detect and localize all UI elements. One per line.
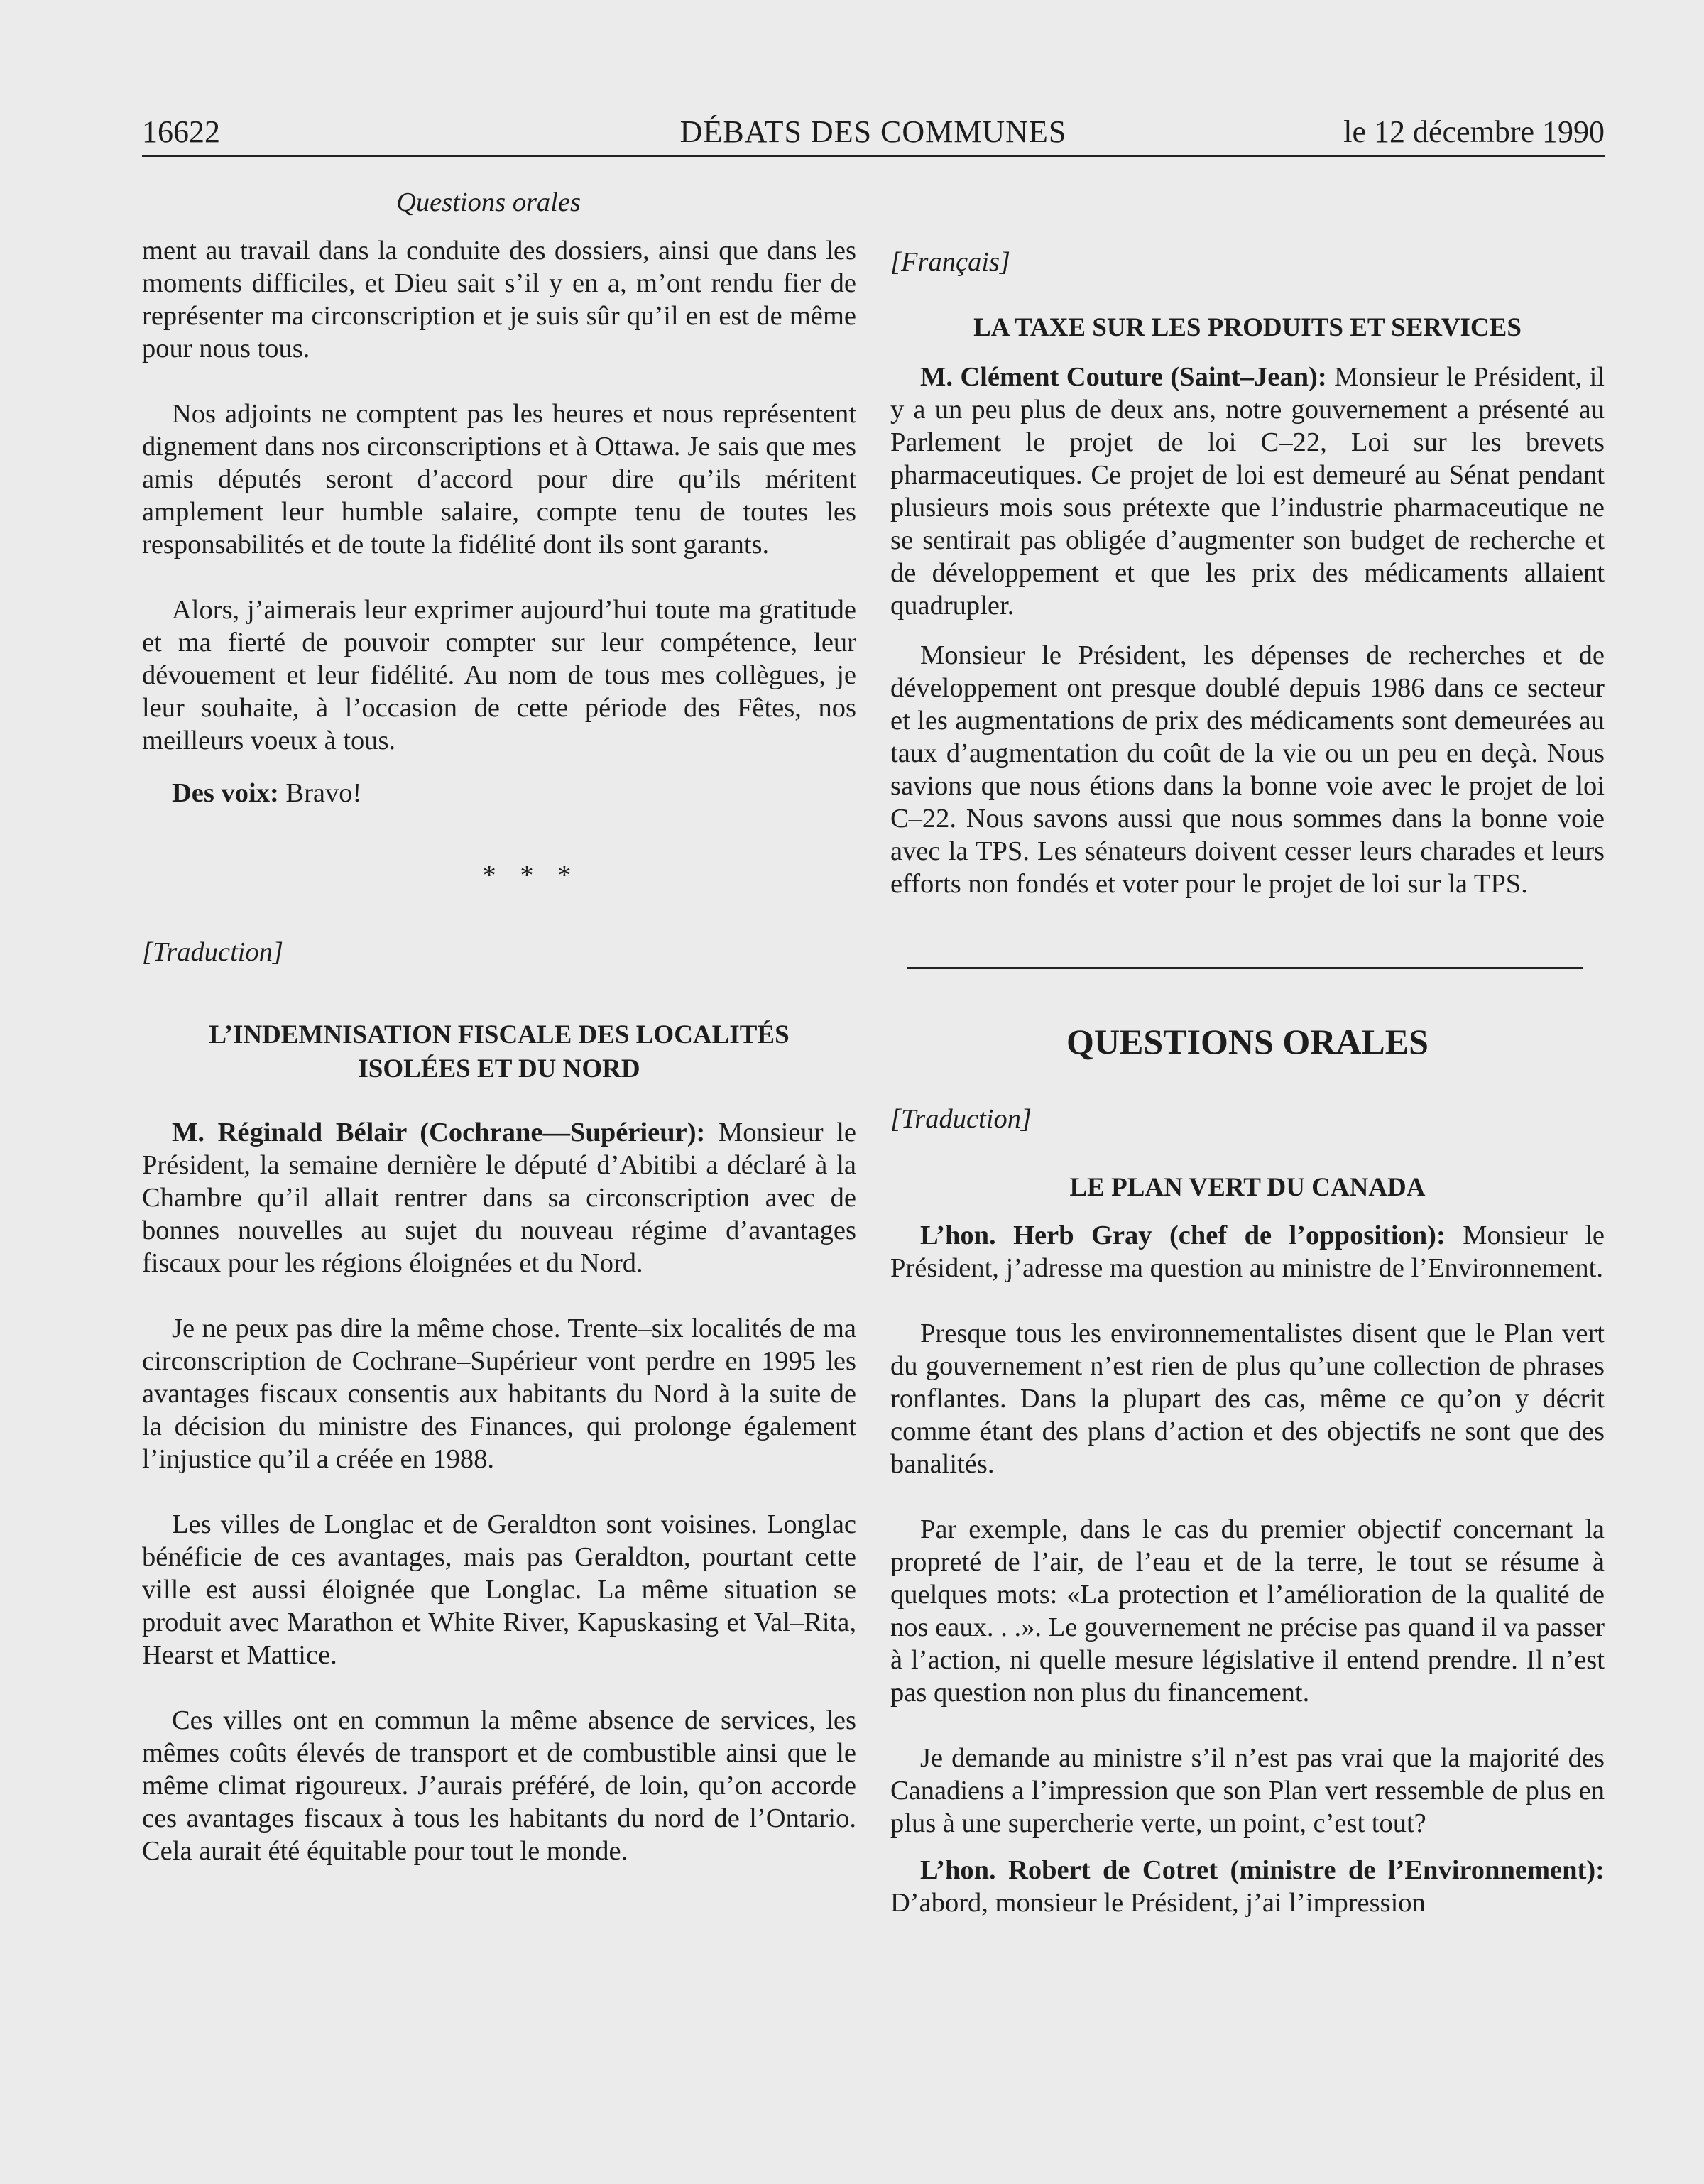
- translation-tag: [Traduction]: [142, 937, 283, 967]
- paragraph: Presque tous les environnementalistes disent que le Plan vert du gouvernement n’est rien de plus qu’une collection de phrases ronflantes. Dans la plupart des cas, même ce qu’on y décrit comme étant des plans d’action et des objectifs ne sont que des banalités.: [890, 1318, 1605, 1479]
- paragraph: Ces villes ont en commun la même absence de services, les mêmes coûts élevés de transport et de combustible ainsi que le même climat rigoureux. J’aurais préféré, de loin, qu’on accorde ces avantages fiscaux à tous les habitants du nord de l’Ontario. Cela aurait été équitable pour tout le monde.: [142, 1705, 856, 1866]
- publication-title: DÉBATS DES COMMUNES: [679, 114, 1067, 149]
- section-title: QUESTIONS ORALES: [1066, 1022, 1429, 1061]
- heading-line: L’INDEMNISATION FISCALE DES LOCALITÉS: [209, 1020, 790, 1049]
- speech-paragraph: [890, 1854, 1605, 1919]
- language-tag: [Français]: [890, 247, 1010, 277]
- section-rule: [907, 967, 1583, 969]
- voices-paragraph: [142, 777, 856, 809]
- paragraph: Alors, j’aimerais leur exprimer aujourd’hui toute ma gratitude et ma fierté de pouvoir compter sur leur compétence, leur dévouement et leur fidélité. Au nom de tous mes collègues, je leur souhaite, à l’occasion de cette période des Fêtes, nos meilleurs voeux à tous.: [142, 595, 856, 755]
- speaker-name: M. Clément Couture (Saint–Jean):: [920, 362, 1327, 392]
- speaker-name: M. Réginald Bélair (Cochrane—Supérieur):: [172, 1118, 706, 1147]
- paragraph: Je demande au ministre s’il n’est pas vrai que la majorité des Canadiens a l’impression que son Plan vert ressemble de plus en plus à une supercherie verte, un point, c’est tout?: [890, 1743, 1605, 1838]
- publication-date: le 12 décembre 1990: [1343, 114, 1605, 149]
- heading-line: ISOLÉES ET DU NORD: [358, 1054, 640, 1083]
- paragraph: Monsieur le Président, les dépenses de recherches et de développement ont presque doublé depuis 1986 dans ce secteur et les augmentations de prix des médicaments sont demeurées au taux d’augmentation du coût de la vie ou un peu en deçà. Nous savions que nous étions dans la bonne voie avec le projet de loi C–22. Nous savons aussi que nous sommes dans la bonne voie avec la TPS. Les sénateurs doivent cesser leurs charades et leurs efforts non fondés et voter pour le projet de loi sur la TPS.: [890, 640, 1605, 899]
- section-separator: * * *: [482, 861, 580, 890]
- speech-text: D’abord, monsieur le Président, j’ai l’impression: [890, 1888, 1426, 1918]
- speaker-name: Des voix:: [172, 778, 279, 808]
- speech-text: Monsieur le Président, j’adresse ma question au ministre de l’Environnement.: [890, 1221, 1605, 1283]
- paragraph: Nos adjoints ne comptent pas les heures et nous représentent dignement dans nos circonscriptions et à Ottawa. Je sais que mes amis députés seront d’accord pour dire qu’ils méritent amplement leur humble salaire, compte tenu de toutes les responsabilités et de toute la fidélité dont ils sont garants.: [142, 399, 856, 559]
- paragraph: Par exemple, dans le cas du premier objectif concernant la propreté de l’air, de l’eau et de la terre, le tout se résume à quelques mots: «La protection et l’amélioration de la qualité de nos eaux. . .». Le gouvernement ne précise pas quand il va passer à l’action, ni quelle mesure législative il entend prendre. Il n’est pas question non plus du financement.: [890, 1514, 1605, 1708]
- section-heading: LA TAXE SUR LES PRODUITS ET SERVICES: [973, 313, 1522, 342]
- speech-paragraph: [890, 361, 1605, 622]
- left-column: [142, 186, 856, 1867]
- speech-paragraph: [890, 1219, 1605, 1284]
- right-column: [890, 246, 1605, 1919]
- section-heading: LE PLAN VERT DU CANADA: [1069, 1173, 1426, 1202]
- speech-text: Monsieur le Président, la semaine dernière le député d’Abitibi a déclaré à la Chambre qu’il allait rentrer dans sa circonscription avec de bonnes nouvelles au sujet du nouveau régime d’avantages fiscaux pour les régions éloignées et du Nord.: [142, 1118, 856, 1278]
- paragraph: Les villes de Longlac et de Geraldton sont voisines. Longlac bénéficie de ces avantages, mais pas Geraldton, pourtant cette ville est aussi éloignée que Longlac. La même situation se produit avec Marathon et White River, Kapuskasing et Val–Rita, Hearst et Mattice.: [142, 1509, 856, 1670]
- speech-paragraph: [142, 1116, 856, 1279]
- paragraph: ment au travail dans la conduite des dossiers, ainsi que dans les moments difficiles, et Dieu sait s’il y en a, m’ont rendu fier de représenter ma circonscription et je suis sûr qu’il en est de même pour nous tous.: [142, 236, 856, 364]
- section-heading: [142, 1018, 856, 1086]
- section-label: Questions orales: [396, 187, 581, 217]
- speech-text: Monsieur le Président, il y a un peu plus de deux ans, notre gouvernement a présenté au Parlement le projet de loi C–22, Loi sur les brevets pharmaceutiques. Ce projet de loi est demeuré au Sénat pendant plusieurs mois sous prétexte que l’industrie pharmaceutique ne se sentirait pas obligée d’augmenter son budget de recherche et de développement et que les prix des médicaments allaient quadrupler.: [890, 362, 1605, 621]
- page-number: 16622: [142, 114, 220, 149]
- translation-tag: [Traduction]: [890, 1104, 1032, 1134]
- paragraph: Je ne peux pas dire la même chose. Trente–six localités de ma circonscription de Cochrane–Supérieur vont perdre en 1995 les avantages fiscaux consentis aux habitants du Nord à la suite de la décision du ministre des Finances, qui prolonge également l’injustice qu’il a créée en 1988.: [142, 1314, 856, 1474]
- speech-text: Bravo!: [285, 778, 362, 808]
- page-header: [142, 112, 1605, 157]
- speaker-name: L’hon. Herb Gray (chef de l’opposition):: [920, 1221, 1446, 1250]
- speaker-name: L’hon. Robert de Cotret (ministre de l’Environnement):: [920, 1855, 1605, 1885]
